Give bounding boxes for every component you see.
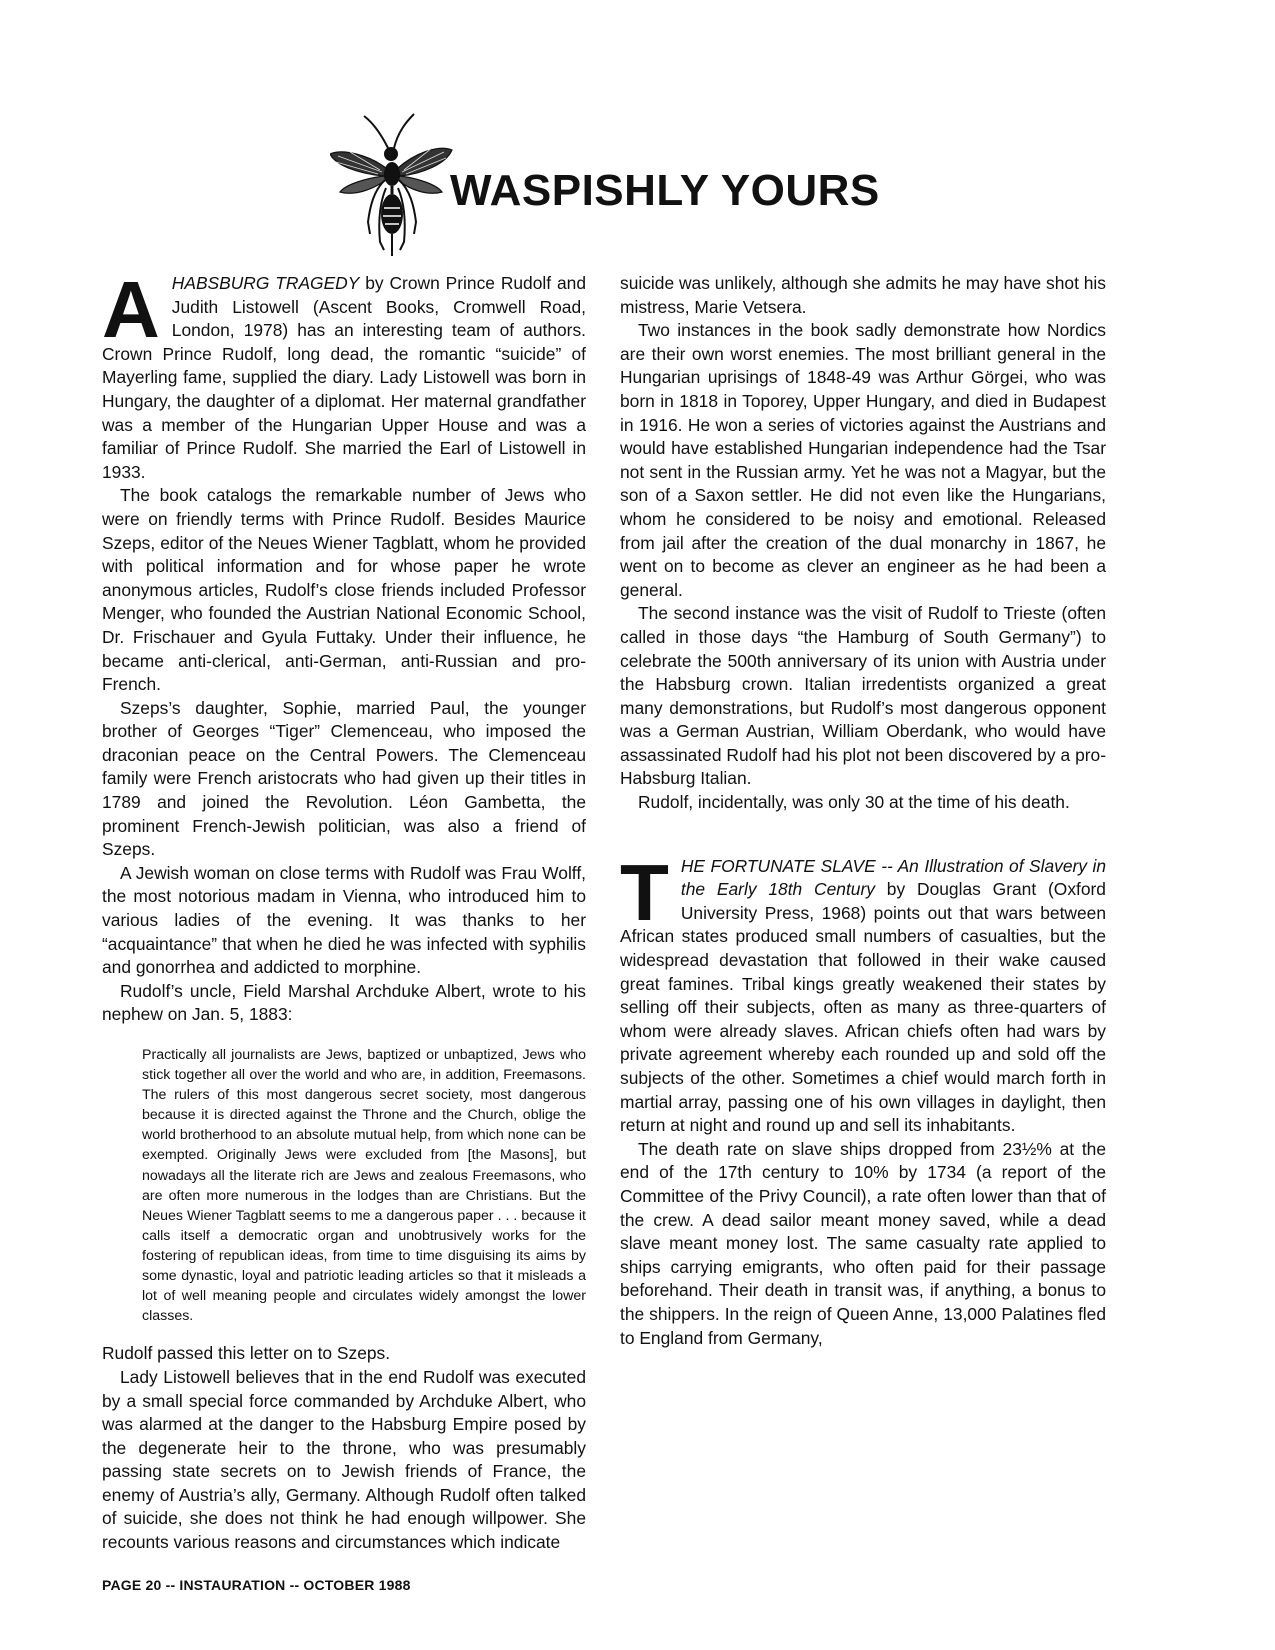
review1-paragraph-2: The book catalogs the remarkable number of Jews who were on friendly terms with Prince Rudolf. Besides Maurice Szeps, editor of the Neues Wiener Tagblatt, whom he provided with political information and for whose paper he wrote anonymous articles, Rudolf’s close friends included Professor Menger, who founded the Austrian National Economic School, Dr. Frischauer and Gyula Futtaky. Under their influence, he became anti-clerical, anti-German, anti-Russian and pro-French. — [102, 485, 586, 695]
review1-paragraph-4: A Jewish woman on close terms with Rudolf was Frau Wolff, the most notorious madam in Vienna, who introduced him to various ladies of the evening. It was thanks to her “acquaintance” that when he died he was infected with syphilis and gonorrhea and addicted to morphine. — [102, 862, 586, 978]
review1-paragraph-6: Rudolf passed this letter on to Szeps. — [102, 1343, 391, 1364]
review1-paragraph-7-continued: suicide was unlikely, although she admits he may have shot his mistress, Marie Vetsera. — [620, 273, 1106, 317]
wasp-icon — [330, 110, 460, 260]
page-title: WASPISHLY YOURS — [450, 166, 880, 215]
review1-paragraph-3: Szeps’s daughter, Sophie, married Paul, the younger brother of Georges “Tiger” Clemenceau, who imposed the draconian peace on the Central Powers. The Clemenceau family were French aristocrats who had given up their titles in 1789 and joined the Revolution. Léon Gambetta, the prominent French-Jewish politician, was also a friend of Szeps. — [102, 697, 586, 860]
review2-lead: THE FORTUNATE SLAVE -- An Illustration of Slavery in the Early 18th Century by Douglas Grant (Oxford University Press, 1968) points out that wars between African states produced small numbers of casualties, but the widespread devastation that followed in their wake caused great famines. Tribal kings greatly weakened their states by selling off their subjects, often as many as three-quarters of whom were already slaves. African chiefs often had wars by private agreement whereby each rounded up and sold off the subjects of the other. Sometimes a chief would march forth in martial array, passing one of his own villages in daylight, then return at night and round up and sell its inhabitants. — [620, 847, 1106, 1136]
page-footer: PAGE 20 -- INSTAURATION -- OCTOBER 1988 — [102, 1577, 411, 1593]
review1-p10: Rudolf, incidentally, was only 30 at the time of his death. — [638, 792, 1070, 813]
review1-paragraph-7: Lady Listowell believes that in the end Rudolf was executed by a small special force commanded by Archduke Albert, who was alarmed at the danger to the Habsburg Empire posed by the degenerate heir to the throne, who was presumably passing state secrets on to Jewish friends of France, the enemy of Austria’s ally, Germany. Although Rudolf often talked of suicide, she does not think he had enough willpower. She recounts various reasons and circumstances which indicate — [102, 1366, 586, 1553]
review1-p8: Two instances in the book sadly demonstrate how Nordics are their own worst enemies. The most brilliant general in the Hungarian uprisings of 1848-49 was Arthur Görgei, who was born in 1818 in Toporey, Upper Hungary, and died in Budapest in 1916. He won a series of victories against the Austrians and would have established Hungarian independence had the Tsar not sent in the Russian army. Yet he was not a Magyar, but the son of a Saxon settler. He did not even like the Hungarians, whom he considered to be noisy and emotional. Released from jail after the creation of the dual monarchy in 1867, he went on to become as clever an engineer as he had been a general. — [620, 320, 1106, 600]
review2 — [620, 847, 1106, 1350]
review1-lead: AHABSBURG TRAGEDY by Crown Prince Rudolf and Judith Listowell (Ascent Books, Cromwell Road, London, 1978) has an interesting team of authors. Crown Prince Rudolf, long dead, the romantic “suicide” of Mayerling fame, supplied the diary. Lady Listowell was born in Hungary, the daughter of a diplomat. Her maternal grandfather was a member of the Hungarian Upper House and was a familiar of Prince Rudolf. She married the Earl of Listowell in 1933. — [102, 265, 587, 482]
letter-quote: Practically all journalists are Jews, baptized or unbaptized, Jews who stick together all over the world and who are, in addition, Freemasons. The rulers of this most dangerous secret society, most dangerous because it is directed against the Throne and the Church, oblige the world brotherhood to an absolute mutual help, from which none can be exempted. Originally Jews were excluded from [the Masons], but nowadays all the literate rich are Jews and zealous Freemasons, who are often more numerous in the lodges than are Christians. But the Neues Wiener Tagblatt seems to me a dangerous paper . . . because it calls itself a democratic organ and unobtrusively works for the fostering of republican ideas, from time to time disguising its aims by some dynastic, loyal and patriotic leading articles so that it misleads a lot of well meaning people and circulates widely amongst the lower classes. — [142, 1047, 586, 1325]
right-column-flow — [620, 272, 1106, 815]
left-column — [102, 265, 587, 1555]
drop-cap-t: T — [620, 847, 669, 937]
column-header — [330, 110, 930, 260]
book-title-fortunate-slave: HE FORTUNATE SLAVE -- An Illustration of Slavery in the Early 18th Century — [680, 855, 1106, 900]
drop-cap-a: A — [102, 265, 160, 354]
review1-paragraph-5: Rudolf’s uncle, Field Marshal Archduke Albert, wrote to his nephew on Jan. 5, 1883: — [102, 980, 586, 1025]
review2-paragraph-2: The death rate on slave ships dropped from 23½% at the end of the 17th century to 10% by 1734 (a report of the Committee of the Privy Council), a rate often lower than that of the crew. A dead sailor meant money saved, while a dead slave meant money lost. The same casualty rate applied to ships carrying emigrants, who often paid for their passage beforehand. Their death in transit was, if anything, a bonus to the shippers. In the reign of Queen Anne, 13,000 Palatines fled to England from Germany, — [620, 1138, 1106, 1348]
right-column — [620, 272, 1106, 1350]
review1-p9: The second instance was the visit of Rudolf to Trieste (often called in those days “the Hamburg of South Germany”) to celebrate the 500th anniversary of its union with Austria under the Habsburg crown. Italian irredentists organized a great many demonstrations, but Rudolf’s most dangerous opponent was a German Austrian, William Oberdank, who would have assassinated Rudolf had his plot not been discovered by a pro-Habsburg Italian. — [620, 603, 1106, 789]
book-title-habsburg: HABSBURG TRAGEDY — [171, 273, 360, 293]
